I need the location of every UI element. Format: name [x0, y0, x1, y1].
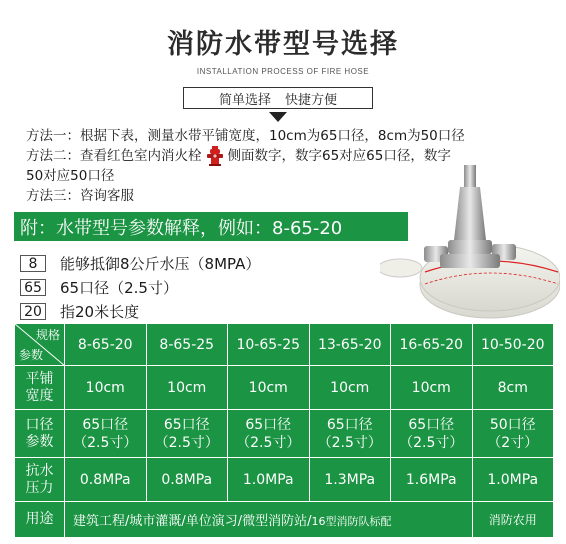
row-label: 平铺 宽度: [15, 366, 65, 410]
table-cell: 65口径 （2.5寸）: [146, 410, 228, 458]
legend-row: [20, 299, 260, 323]
row-label: 用途: [15, 502, 65, 538]
table-corner-cell: [15, 324, 65, 366]
table-cell: 10cm: [228, 366, 310, 410]
table-cell: 10cm: [309, 366, 391, 410]
corner-label-spec: 规格: [35, 328, 60, 342]
page-subtitle: INSTALLATION PROCESS OF FIRE HOSE: [196, 67, 370, 76]
legend-code: 20: [20, 303, 46, 320]
model-header: 8-65-20: [65, 324, 147, 366]
corner-label-param: 参数: [19, 348, 44, 362]
fire-hose-nozzle-image: [380, 160, 560, 320]
tag-right: 快捷方便: [285, 92, 338, 108]
table-cell: 10cm: [65, 366, 147, 410]
method-2-part-a: 方法二：查看红色室内消火栓: [26, 148, 202, 164]
example-banner: 附：水带型号参数解释，例如：8-65-20: [14, 212, 408, 241]
table-header-row: [15, 324, 554, 366]
table-cell: 65口径 （2.5寸）: [228, 410, 310, 458]
tag-left: 简单选择: [218, 92, 271, 108]
table-cell: 1.0MPa: [472, 458, 554, 502]
usage-cell: 建筑工程/城市灌溉/单位演习/微型消防站/16型消防队标配: [65, 502, 473, 538]
table-cell: 50口径 （2寸）: [472, 410, 554, 458]
method-2-part-b: 侧面数字，数字65对应65口径，数字: [227, 148, 451, 164]
table-row-usage: [15, 502, 554, 538]
table-row-width: [15, 366, 554, 410]
legend-text: 能够抵御8公斤水压（8MPA）: [60, 254, 261, 273]
table-row-caliber: [15, 410, 554, 458]
table-cell: 1.0MPa: [228, 458, 310, 502]
legend: [20, 251, 260, 323]
method-3: 方法三：咨询客服: [26, 188, 134, 204]
legend-row: [20, 251, 260, 275]
legend-text: 65口径（2.5寸）: [60, 278, 178, 297]
legend-code: 65: [20, 279, 46, 296]
table-cell: 0.8MPa: [65, 458, 147, 502]
table-cell: 65口径 （2.5寸）: [391, 410, 473, 458]
model-header: 8-65-25: [146, 324, 228, 366]
model-header: 10-50-20: [472, 324, 554, 366]
method-2-continued: 50对应50口径: [26, 168, 115, 184]
model-header: 16-65-20: [391, 324, 473, 366]
table-cell: 65口径 （2.5寸）: [65, 410, 147, 458]
tag-box: [183, 87, 373, 109]
model-header: 10-65-25: [228, 324, 310, 366]
table-cell: 65口径 （2.5寸）: [309, 410, 391, 458]
spec-table: [14, 323, 554, 537]
row-label: 口径 参数: [15, 410, 65, 458]
legend-text: 指20米长度: [60, 302, 140, 321]
legend-row: [20, 275, 260, 299]
table-cell: 0.8MPa: [146, 458, 228, 502]
table-cell: 10cm: [146, 366, 228, 410]
table-row-pressure: [15, 458, 554, 502]
table-cell: 10cm: [391, 366, 473, 410]
model-header: 13-65-20: [309, 324, 391, 366]
table-cell: 1.3MPa: [309, 458, 391, 502]
page-title: 消防水带型号选择: [167, 29, 399, 60]
row-label: 抗水 压力: [15, 458, 65, 502]
usage-cell-last: 消防农用: [472, 502, 554, 538]
legend-code: 8: [20, 255, 46, 272]
table-cell: 8cm: [472, 366, 554, 410]
table-cell: 1.6MPa: [391, 458, 473, 502]
method-1: 方法一：根据下表，测量水带平铺宽度，10cm为65口径，8cm为50口径: [26, 128, 465, 144]
fire-hydrant-icon: [206, 146, 224, 166]
arrow-down-icon: [269, 112, 287, 122]
